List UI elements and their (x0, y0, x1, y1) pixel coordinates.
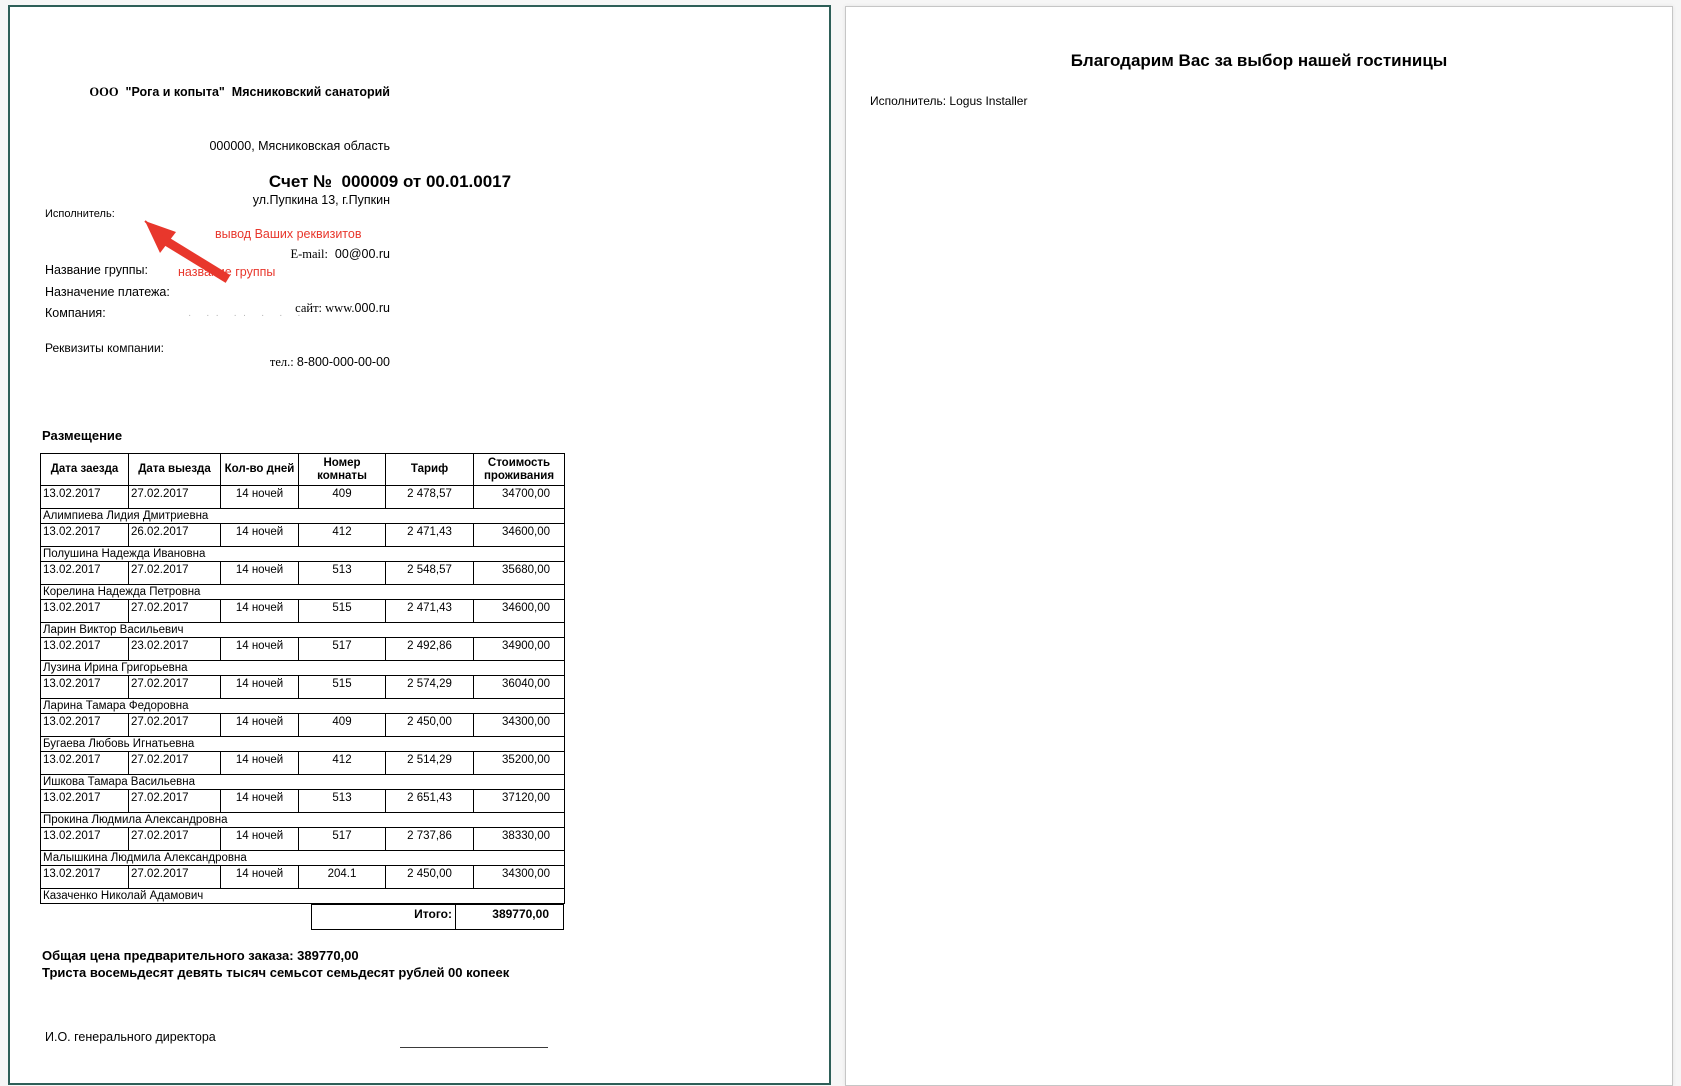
cell-days-count: 14 ночей (221, 600, 299, 623)
guest-name-row (41, 585, 565, 600)
cell-stay-cost: 36040,00 (474, 676, 565, 699)
executor-line: Исполнитель: Logus Installer (870, 94, 1028, 108)
col-stay-cost: Стоимость проживания (474, 454, 565, 486)
invoice-page[interactable] (8, 5, 831, 1085)
phone-value: 8-800-000-00-00 (296, 355, 390, 369)
cell-room-number: 412 (299, 524, 386, 547)
order-total-words: Триста восемьдесят девять тысяч семьсот семьдесят рублей 00 копеек (42, 965, 510, 980)
cell-stay-cost: 34600,00 (474, 524, 565, 547)
cell-room-number: 204.1 (299, 866, 386, 889)
cell-room-number: 517 (299, 828, 386, 851)
table-row (41, 600, 565, 623)
accommodation-table-body (41, 486, 565, 904)
company-region-line: 000000, Мясниковская область (209, 139, 390, 153)
cell-guest-name: Казаченко Николай Адамович (41, 889, 565, 904)
cell-checkout-date: 27.02.2017 (129, 790, 221, 813)
cell-days-count: 14 ночей (221, 714, 299, 737)
cell-days-count: 14 ночей (221, 676, 299, 699)
col-room-number: Номер комнаты (299, 454, 386, 486)
table-row (41, 828, 565, 851)
cell-rate: 2 471,43 (386, 524, 474, 547)
guest-name-row (41, 699, 565, 714)
thank-you-page[interactable] (845, 6, 1673, 1086)
guest-name-row (41, 737, 565, 752)
cell-rate: 2 450,00 (386, 714, 474, 737)
cell-days-count: 14 ночей (221, 866, 299, 889)
cell-rate: 2 514,29 (386, 752, 474, 775)
total-value: 389770,00 (492, 907, 549, 921)
total-row (311, 904, 564, 930)
accommodation-section-title: Размещение (42, 428, 123, 443)
cell-checkout-date: 27.02.2017 (129, 714, 221, 737)
table-header-row (41, 454, 565, 486)
table-row (41, 866, 565, 889)
cell-guest-name: Корелина Надежда Петровна (41, 585, 565, 600)
company-requisites-label: Реквизиты компании: (45, 341, 164, 355)
cell-guest-name: Ларина Тамара Федоровна (41, 699, 565, 714)
group-annotation: название группы (178, 265, 276, 279)
table-row (41, 638, 565, 661)
site-value: 000.ru (354, 301, 390, 315)
cell-room-number: 513 (299, 790, 386, 813)
guest-name-row (41, 509, 565, 524)
cell-guest-name: Ларин Виктор Васильевич (41, 623, 565, 638)
director-signature-label: И.О. генерального директора (45, 1030, 216, 1044)
col-checkout-date: Дата выезда (129, 454, 221, 486)
annotation-arrow-icon (138, 217, 244, 291)
cell-guest-name: Ишкова Тамара Васильевна (41, 775, 565, 790)
cell-rate: 2 492,86 (386, 638, 474, 661)
cell-guest-name: Малышкина Людмила Александровна (41, 851, 565, 866)
cell-days-count: 14 ночей (221, 524, 299, 547)
table-row (41, 486, 565, 509)
company-label: Компания: (45, 306, 106, 320)
total-label: Итого: (312, 905, 456, 929)
cell-checkout-date: 23.02.2017 (129, 638, 221, 661)
cell-room-number: 517 (299, 638, 386, 661)
guest-name-row (41, 775, 565, 790)
company-name-line (50, 83, 390, 101)
cell-stay-cost: 34300,00 (474, 714, 565, 737)
company-phone-line (50, 353, 390, 371)
email-label: E-mail: (290, 247, 328, 261)
cell-checkin-date: 13.02.2017 (41, 828, 129, 851)
cell-checkout-date: 27.02.2017 (129, 562, 221, 585)
guest-name-row (41, 813, 565, 828)
cell-checkout-date: 27.02.2017 (129, 828, 221, 851)
accommodation-table (40, 453, 564, 930)
site-label: сайт: www. (295, 301, 355, 315)
company-name: "Рога и копыта" Мясниковский санаторий (118, 85, 390, 99)
invoice-number-title: Счет № 000009 от 00.01.0017 (268, 172, 512, 191)
cell-days-count: 14 ночей (221, 828, 299, 851)
table-row (41, 562, 565, 585)
guest-name-row (41, 889, 565, 904)
company-faint-value: · ·· ·· · · · (188, 310, 307, 321)
cell-days-count: 14 ночей (221, 486, 299, 509)
cell-guest-name: Прокина Людмила Александровна (41, 813, 565, 828)
cell-rate: 2 478,57 (386, 486, 474, 509)
cell-days-count: 14 ночей (221, 790, 299, 813)
cell-room-number: 409 (299, 486, 386, 509)
cell-stay-cost: 38330,00 (474, 828, 565, 851)
guest-name-row (41, 623, 565, 638)
cell-checkin-date: 13.02.2017 (41, 866, 129, 889)
cell-room-number: 412 (299, 752, 386, 775)
cell-checkout-date: 27.02.2017 (129, 866, 221, 889)
cell-checkin-date: 13.02.2017 (41, 562, 129, 585)
company-address-line: ул.Пупкина 13, г.Пупкин (252, 193, 390, 207)
cell-days-count: 14 ночей (221, 562, 299, 585)
cell-checkin-date: 13.02.2017 (41, 676, 129, 699)
cell-rate: 2 737,86 (386, 828, 474, 851)
col-days-count: Кол-во дней (221, 454, 299, 486)
cell-stay-cost: 34600,00 (474, 600, 565, 623)
table-row (41, 714, 565, 737)
table-row (41, 790, 565, 813)
cell-rate: 2 574,29 (386, 676, 474, 699)
table-row (41, 676, 565, 699)
cell-room-number: 409 (299, 714, 386, 737)
cell-stay-cost: 34700,00 (474, 486, 565, 509)
cell-guest-name: Бугаева Любовь Игнатьевна (41, 737, 565, 752)
order-total-line: Общая цена предварительного заказа: 389770,00 (42, 948, 359, 963)
table-row (41, 752, 565, 775)
guest-name-row (41, 851, 565, 866)
cell-checkin-date: 13.02.2017 (41, 752, 129, 775)
cell-checkout-date: 26.02.2017 (129, 524, 221, 547)
cell-checkout-date: 27.02.2017 (129, 486, 221, 509)
phone-label: тел.: (269, 355, 297, 369)
cell-room-number: 513 (299, 562, 386, 585)
signature-line (400, 1047, 548, 1048)
cell-checkin-date: 13.02.2017 (41, 600, 129, 623)
cell-days-count: 14 ночей (221, 752, 299, 775)
cell-checkout-date: 27.02.2017 (129, 676, 221, 699)
cell-room-number: 515 (299, 600, 386, 623)
cell-stay-cost: 35680,00 (474, 562, 565, 585)
cell-checkin-date: 13.02.2017 (41, 638, 129, 661)
cell-days-count: 14 ночей (221, 638, 299, 661)
guest-name-row (41, 547, 565, 562)
requisites-annotation: вывод Ваших реквизитов (215, 227, 362, 241)
executor-label: Исполнитель: (45, 208, 115, 220)
guest-name-row (41, 661, 565, 676)
cell-checkin-date: 13.02.2017 (41, 790, 129, 813)
cell-guest-name: Лузина Ирина Григорьевна (41, 661, 565, 676)
cell-checkout-date: 27.02.2017 (129, 600, 221, 623)
table-row (41, 524, 565, 547)
cell-room-number: 515 (299, 676, 386, 699)
cell-stay-cost: 37120,00 (474, 790, 565, 813)
cell-rate: 2 471,43 (386, 600, 474, 623)
col-checkin-date: Дата заезда (41, 454, 129, 486)
cell-stay-cost: 34300,00 (474, 866, 565, 889)
cell-checkin-date: 13.02.2017 (41, 524, 129, 547)
col-rate: Тариф (386, 454, 474, 486)
cell-stay-cost: 34900,00 (474, 638, 565, 661)
cell-rate: 2 450,00 (386, 866, 474, 889)
cell-guest-name: Алимпиева Лидия Дмитриевна (41, 509, 565, 524)
group-name-label: Название группы: (45, 263, 148, 277)
cell-checkin-date: 13.02.2017 (41, 714, 129, 737)
cell-stay-cost: 35200,00 (474, 752, 565, 775)
cell-guest-name: Полушина Надежда Ивановна (41, 547, 565, 562)
payment-purpose-label: Назначение платежа: (45, 285, 170, 299)
cell-checkin-date: 13.02.2017 (41, 486, 129, 509)
email-value: 00@00.ru (327, 247, 390, 261)
cell-rate: 2 651,43 (386, 790, 474, 813)
cell-checkout-date: 27.02.2017 (129, 752, 221, 775)
company-prefix: ООО (89, 85, 119, 99)
thank-you-title: Благодарим Вас за выбор нашей гостиницы (1070, 51, 1448, 70)
cell-rate: 2 548,57 (386, 562, 474, 585)
